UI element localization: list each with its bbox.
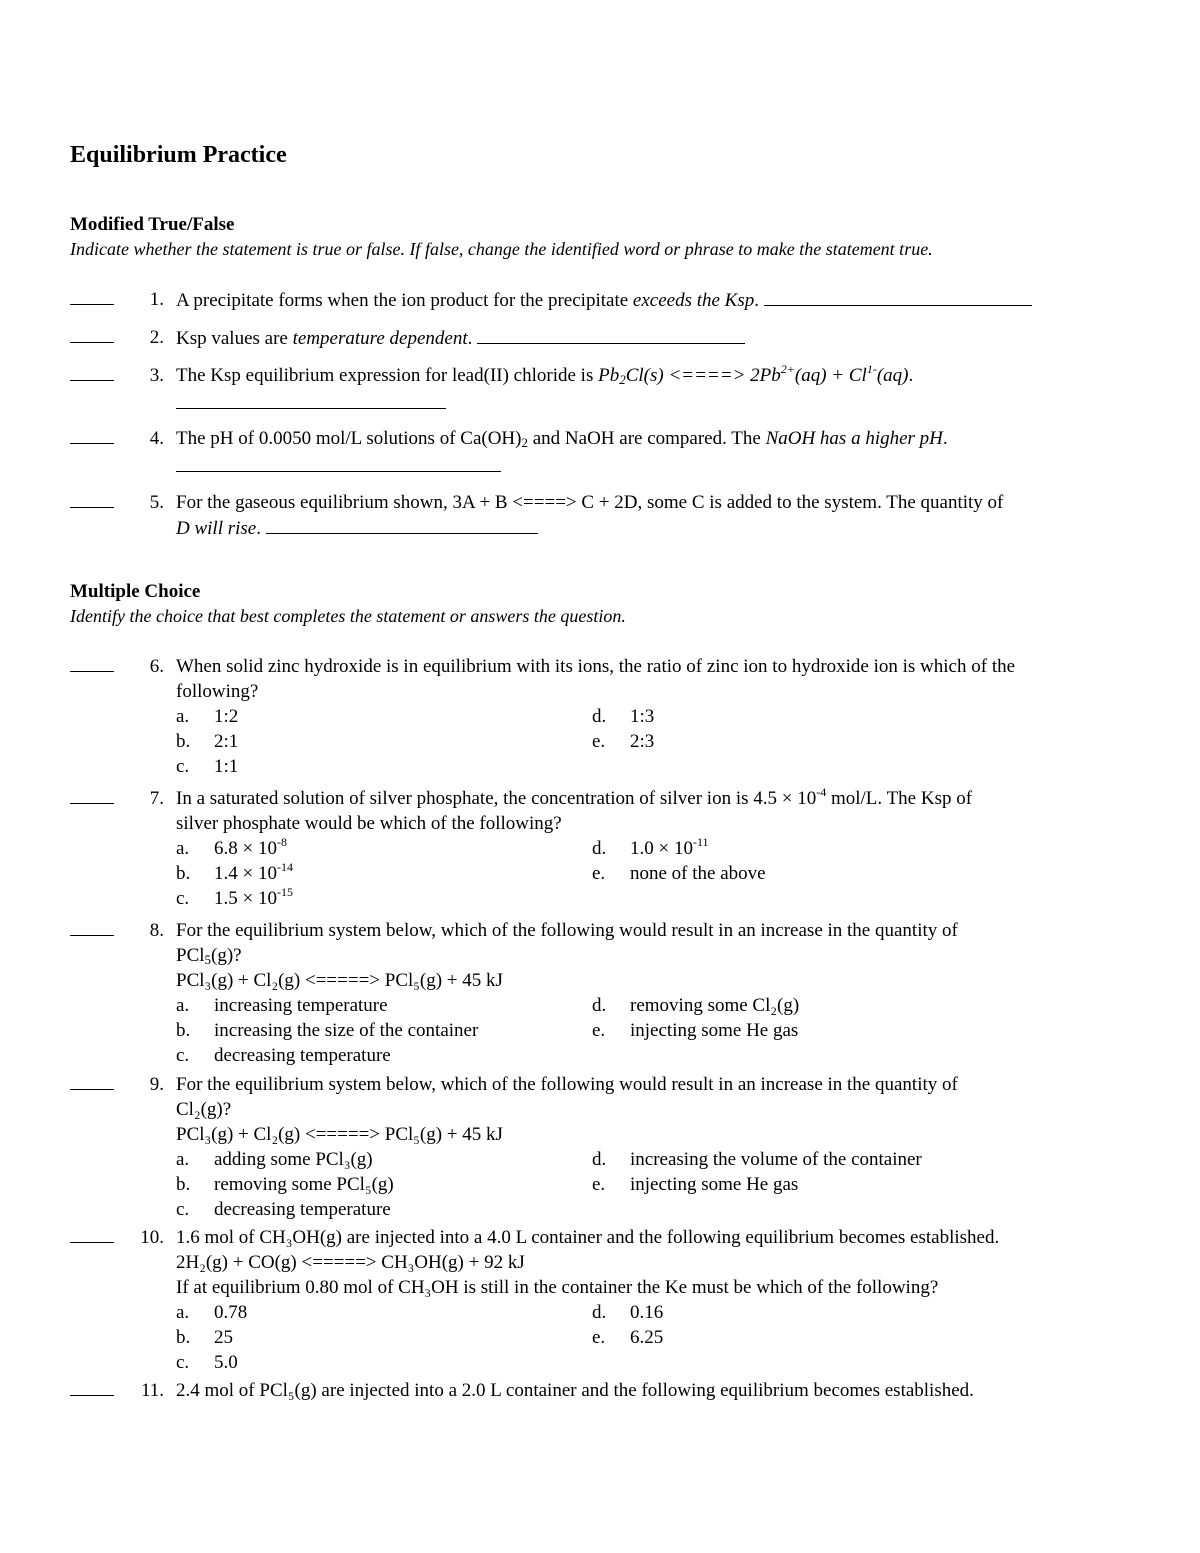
- question-number: 2.: [149, 327, 164, 348]
- question-number: 11.: [140, 1380, 164, 1401]
- correction-line-1[interactable]: [764, 287, 1032, 306]
- option-a[interactable]: a. adding some PCl₃(g): [176, 1149, 373, 1170]
- section-heading-multiple-choice: Multiple Choice: [70, 581, 201, 602]
- identified-phrase: exceeds the Ksp: [632, 290, 755, 311]
- option-e[interactable]: e. none of the above: [592, 863, 766, 884]
- question-number: 5.: [149, 492, 164, 513]
- question-number: 3.: [149, 365, 164, 386]
- option-b[interactable]: b. 2:1: [176, 731, 239, 752]
- question-text-cont: silver phosphate would be which of the following?: [176, 813, 562, 834]
- option-c[interactable]: c. decreasing temperature: [176, 1199, 391, 1220]
- answer-blank-2[interactable]: [70, 342, 114, 343]
- question-number: 9.: [149, 1074, 164, 1095]
- option-b[interactable]: b. 25: [176, 1327, 233, 1348]
- punctuation: .: [467, 328, 473, 349]
- option-a[interactable]: a. 0.78: [176, 1302, 248, 1323]
- punctuation: .: [942, 428, 948, 449]
- option-b[interactable]: b. increasing the size of the container: [176, 1020, 479, 1041]
- answer-blank-7[interactable]: [70, 803, 114, 804]
- question-text: A precipitate forms when the ion product for the precipitate: [176, 290, 633, 311]
- question-text: In a saturated solution of silver phosphate, the concentration of silver ion is $4.5 \times 10^{-4}$ mol/L. The Ksp of: [176, 785, 973, 809]
- answer-blank-9[interactable]: [70, 1089, 114, 1090]
- answer-blank-3[interactable]: [70, 380, 114, 381]
- punctuation: .: [908, 365, 914, 386]
- question-number: 7.: [149, 788, 164, 809]
- question-number: 4.: [149, 428, 164, 449]
- question-text: Ksp values are: [176, 328, 293, 349]
- option-d[interactable]: d. increasing the volume of the container: [592, 1149, 922, 1170]
- question-text: The pH of 0.0050 mol/L solutions of Ca(OH): [176, 428, 522, 449]
- question-text-cont: If at equilibrium 0.80 mol of CH₃OH is still in the container the Ke must be which of the following?: [176, 1277, 939, 1298]
- question-text-cont: PCl$_5$(g)?: [176, 945, 242, 967]
- option-b[interactable]: b. $1.4 \times 10^{-14}$: [176, 860, 293, 884]
- option-b[interactable]: b. removing some PCl₅(g): [176, 1174, 394, 1195]
- question-text-cont: and NaOH are compared. The: [527, 428, 766, 449]
- subscript: 2: [521, 435, 528, 450]
- equilibrium-equation: 2H₂(g) + CO(g) <=====> CH₃OH(g) + 92 kJ: [176, 1252, 525, 1273]
- option-e[interactable]: e. 2:3: [592, 731, 655, 752]
- question-text-cont: Cl₂(g)?: [176, 1099, 232, 1120]
- question-number: 1.: [149, 289, 164, 310]
- question-text: 1.6 mol of CH₃OH(g) are injected into a 4.0 L container and the following equilibrium becomes established.: [176, 1227, 1000, 1248]
- answer-blank-1[interactable]: [70, 304, 114, 305]
- option-c[interactable]: c. decreasing temperature: [176, 1045, 391, 1066]
- answer-blank-4[interactable]: [70, 443, 114, 444]
- question-text: For the gaseous equilibrium shown, 3A + B <====> C + 2D, some C is added to the system. The quantity of: [176, 492, 1004, 513]
- question-text-cont: following?: [176, 681, 259, 702]
- identified-phrase: NaOH has a higher pH: [765, 428, 943, 449]
- answer-blank-8[interactable]: [70, 935, 114, 936]
- section-instructions-multiple-choice: Identify the choice that best completes the statement or answers the question.: [70, 606, 626, 626]
- question-number: 6.: [149, 656, 164, 677]
- punctuation: .: [256, 518, 261, 539]
- identified-phrase: temperature dependent: [292, 328, 468, 349]
- correction-line-4[interactable]: [176, 453, 501, 472]
- correction-line-3[interactable]: [176, 390, 446, 409]
- question-text: When solid zinc hydroxide is in equilibrium with its ions, the ratio of zinc ion to hydroxide ion is which of the: [176, 656, 1016, 677]
- identified-phrase: $Pb_2Cl(s)$ <====> $2Pb^{2+}(aq) + Cl^{1-}(aq)$: [598, 362, 909, 387]
- option-d[interactable]: d. $1.0 \times 10^{-11}$: [592, 835, 709, 859]
- equilibrium-equation: PCl₃(g) + Cl₂(g) <=====> PCl₅(g) + 45 kJ: [176, 1124, 503, 1145]
- option-e[interactable]: e. 6.25: [592, 1327, 664, 1348]
- punctuation: .: [754, 290, 759, 311]
- question-text: The Ksp equilibrium expression for lead(II) chloride is: [176, 365, 599, 386]
- option-c[interactable]: c. 5.0: [176, 1352, 238, 1373]
- question-text: For the equilibrium system below, which of the following would result in an increase in the quantity of: [176, 920, 958, 941]
- option-a[interactable]: a. $6.8 \times 10^{-8}$: [176, 835, 287, 859]
- option-a[interactable]: a. 1:2: [176, 706, 239, 727]
- question-text: For the equilibrium system below, which of the following would result in an increase in the quantity of: [176, 1074, 958, 1095]
- option-c[interactable]: c. 1:1: [176, 756, 239, 777]
- answer-blank-6[interactable]: [70, 671, 114, 672]
- correction-line-5[interactable]: [266, 515, 538, 534]
- question-text: 2.4 mol of PCl₅(g) are injected into a 2.0 L container and the following equilibrium becomes established.: [176, 1380, 974, 1401]
- option-c[interactable]: c. $1.5 \times 10^{-15}$: [176, 885, 293, 909]
- question-number: 10.: [140, 1227, 164, 1248]
- correction-line-2[interactable]: [477, 325, 745, 344]
- option-a[interactable]: a. increasing temperature: [176, 995, 388, 1016]
- answer-blank-10[interactable]: [70, 1242, 114, 1243]
- option-d[interactable]: d. 1:3: [592, 706, 655, 727]
- answer-blank-5[interactable]: [70, 507, 114, 508]
- option-d[interactable]: d. removing some Cl₂(g): [592, 995, 800, 1016]
- section-heading-true-false: Modified True/False: [70, 214, 235, 235]
- page-title: Equilibrium Practice: [70, 142, 287, 168]
- answer-blank-11[interactable]: [70, 1395, 114, 1396]
- option-e[interactable]: e. injecting some He gas: [592, 1174, 799, 1195]
- section-instructions-true-false: Indicate whether the statement is true or false. If false, change the identified word or phrase to make the statement true.: [70, 239, 933, 259]
- option-e[interactable]: e. injecting some He gas: [592, 1020, 799, 1041]
- identified-phrase: D will rise: [176, 518, 257, 539]
- option-d[interactable]: d. 0.16: [592, 1302, 664, 1323]
- question-number: 8.: [149, 920, 164, 941]
- equilibrium-equation: PCl₃(g) + Cl₂(g) <=====> PCl₅(g) + 45 kJ: [176, 970, 503, 991]
